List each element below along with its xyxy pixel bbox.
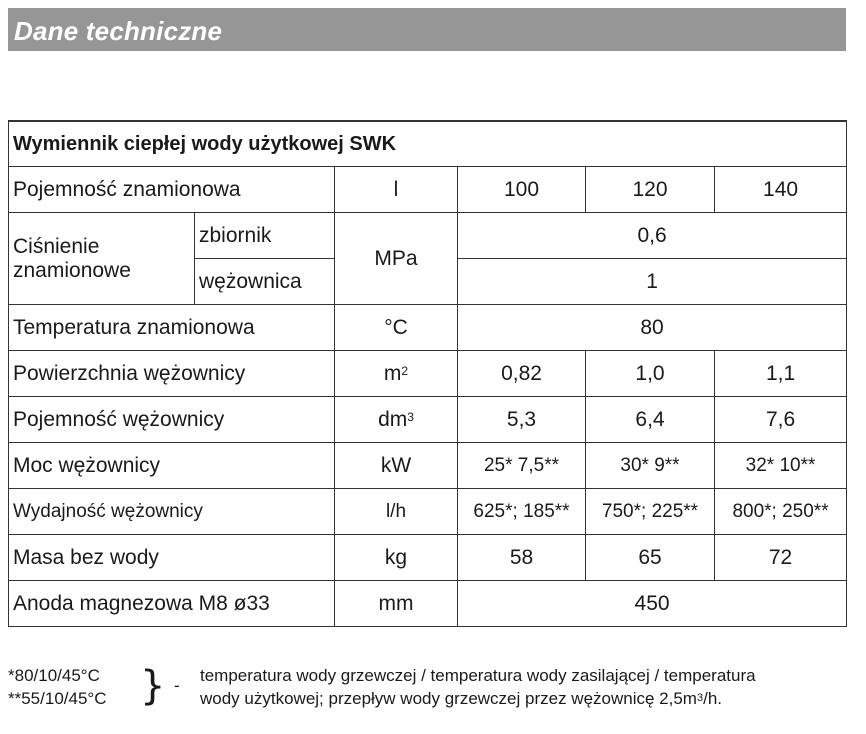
row-label: Wydajność wężownicy (9, 489, 335, 535)
sub-label-tank: zbiornik (195, 213, 335, 259)
spec-table (8, 120, 847, 627)
footnote-line-1: temperatura wody grzewczej / temperatura wody zasilającej / temperatura (200, 666, 756, 685)
table-row-power (9, 443, 847, 489)
cell-value: 140 (715, 167, 847, 213)
table-title-row (9, 121, 847, 167)
row-unit: °C (335, 305, 458, 351)
cell-value: 80 (458, 305, 847, 351)
cell-value: 0,82 (458, 351, 586, 397)
row-label: Powierzchnia wężownicy (9, 351, 335, 397)
cell-value: 7,6 (715, 397, 847, 443)
table-row-temperature (9, 305, 847, 351)
cell-value: 1 (458, 259, 847, 305)
footnote-line-2 (200, 687, 846, 710)
cell-value: 32* 10** (715, 443, 847, 489)
cell-value: 750*; 225** (586, 489, 715, 535)
row-unit: kW (335, 443, 458, 489)
table-row-capacity (9, 167, 847, 213)
section-header (8, 8, 846, 51)
cell-value: 800*; 250** (715, 489, 847, 535)
cell-value: 625*; 185** (458, 489, 586, 535)
unit-exponent: 3 (407, 409, 414, 424)
cell-value: 65 (586, 535, 715, 581)
footnote-dash: - (174, 676, 180, 695)
row-unit: l (335, 167, 458, 213)
footnote-text (200, 664, 846, 710)
pressure-label-line1: Ciśnienie (13, 234, 100, 258)
table-title: Wymiennik ciepłej wody użytkowej SWK (9, 121, 847, 167)
row-label: Anoda magnezowa M8 ø33 (9, 581, 335, 627)
table-row-surface (9, 351, 847, 397)
table-row-output (9, 489, 847, 535)
row-label: Moc wężownicy (9, 443, 335, 489)
unit-exponent: 2 (401, 363, 409, 378)
row-label: Pojemność znamionowa (9, 167, 335, 213)
row-unit (335, 351, 458, 397)
row-unit: mm (335, 581, 458, 627)
cell-value: 0,6 (458, 213, 847, 259)
cell-value: 1,0 (586, 351, 715, 397)
cell-value: 30* 9** (586, 443, 715, 489)
cell-value: 72 (715, 535, 847, 581)
table-row-coil-capacity (9, 397, 847, 443)
footnote-exponent: 3 (696, 692, 704, 704)
table-row-mass (9, 535, 847, 581)
pressure-label-line2: znamionowe (13, 258, 131, 282)
cell-value: 450 (458, 581, 847, 627)
footnote-mark-1: *80/10/45°C (8, 666, 100, 685)
footnote-line-2-end: /h. (703, 689, 722, 708)
row-label: Masa bez wody (9, 535, 335, 581)
row-unit: MPa (335, 213, 458, 305)
footnote-line-2-text: wody użytkowej; przepływ wody grzewczej przez wężownicę 2,5m (200, 689, 697, 708)
row-label: Pojemność wężownicy (9, 397, 335, 443)
row-label-pressure (9, 213, 195, 305)
row-unit: l/h (335, 489, 458, 535)
cell-value: 6,4 (586, 397, 715, 443)
footnote-marks (8, 664, 106, 710)
unit-base: dm (378, 407, 408, 431)
footnotes (8, 664, 846, 724)
cell-value: 120 (586, 167, 715, 213)
row-label: Temperatura znamionowa (9, 305, 335, 351)
unit-base: m (383, 361, 402, 385)
cell-value: 1,1 (715, 351, 847, 397)
row-unit (335, 397, 458, 443)
table-row-pressure-tank (9, 213, 847, 259)
cell-value: 58 (458, 535, 586, 581)
cell-value: 25* 7,5** (458, 443, 586, 489)
footnote-mark-2: **55/10/45°C (8, 689, 107, 708)
row-unit: kg (335, 535, 458, 581)
cell-value: 100 (458, 167, 586, 213)
table-row-anode (9, 581, 847, 627)
section-title: Dane techniczne (14, 16, 223, 46)
footnote-brace: } (140, 663, 166, 709)
cell-value: 5,3 (458, 397, 586, 443)
sub-label-coil: wężownica (195, 259, 335, 305)
